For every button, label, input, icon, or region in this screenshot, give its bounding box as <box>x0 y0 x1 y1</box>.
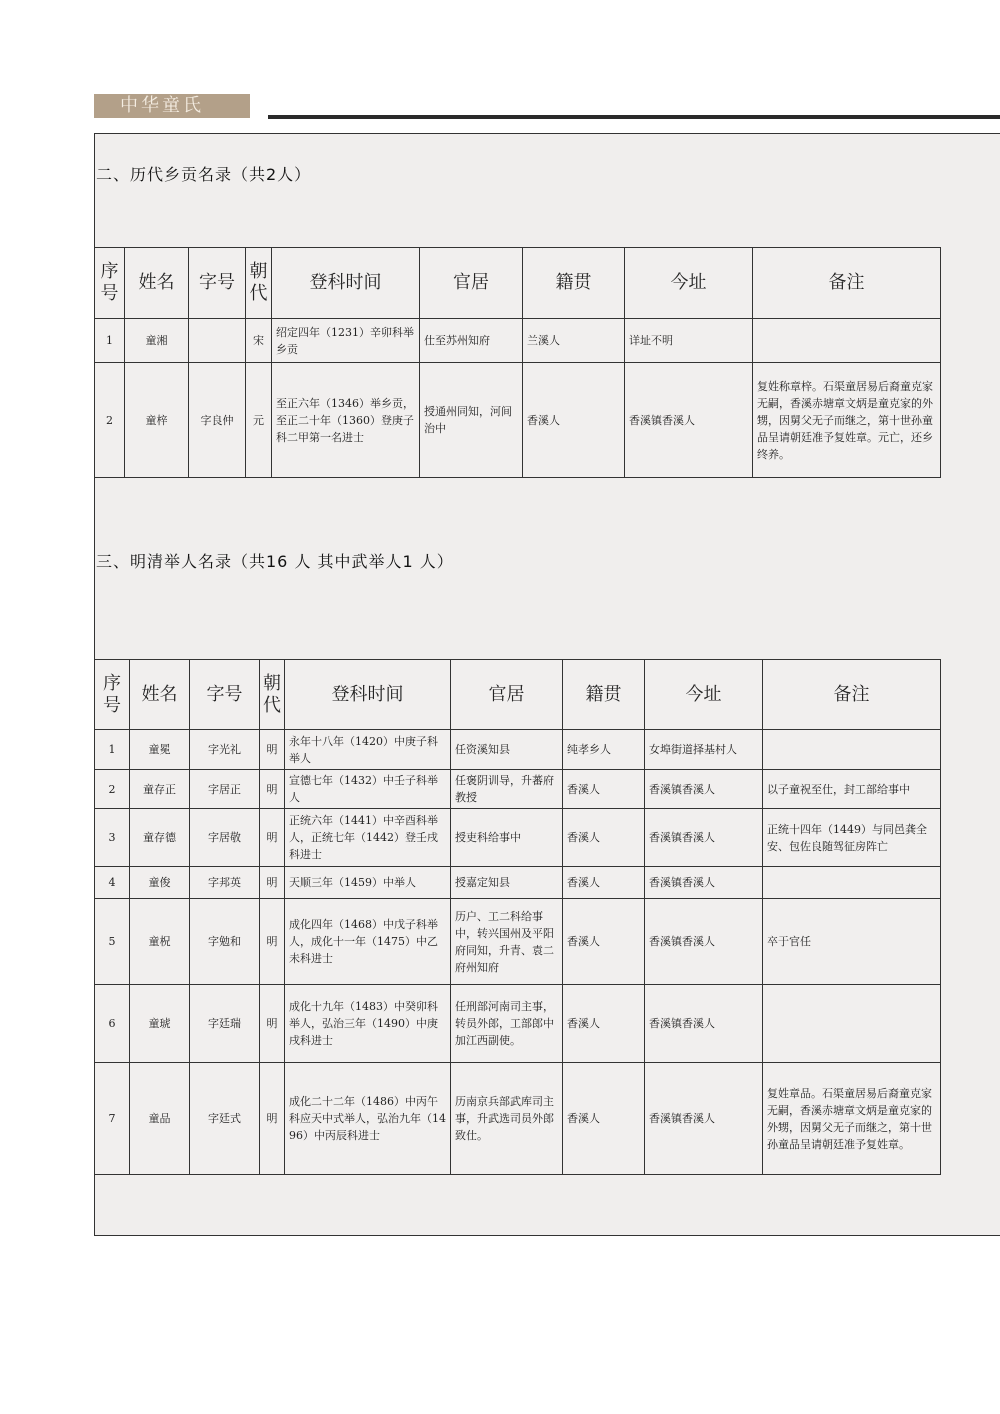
cell-name: 童存德 <box>130 809 190 867</box>
cell-courtesy: 字勉和 <box>190 899 260 985</box>
cell-exam-time: 宣德七年（1432）中壬子科举人 <box>285 770 451 809</box>
cell-origin: 香溪人 <box>563 809 645 867</box>
col-header-index: 序号 <box>95 660 130 730</box>
cell-name: 童存正 <box>130 770 190 809</box>
table-header-row <box>95 248 941 319</box>
cell-current-address: 详址不明 <box>625 319 753 363</box>
cell-courtesy: 字廷瑞 <box>190 985 260 1063</box>
col-header-current-address: 今址 <box>645 660 763 730</box>
table-row <box>95 985 941 1063</box>
cell-origin: 香溪人 <box>523 363 625 478</box>
publication-banner: 中华童氏 <box>94 94 250 118</box>
cell-name: 童俊 <box>130 867 190 899</box>
table-row <box>95 899 941 985</box>
col-header-courtesy: 字号 <box>190 660 260 730</box>
cell-index: 3 <box>95 809 130 867</box>
cell-index: 4 <box>95 867 130 899</box>
cell-office: 仕至苏州知府 <box>420 319 523 363</box>
cell-courtesy: 字居正 <box>190 770 260 809</box>
col-header-office: 官居 <box>420 248 523 319</box>
cell-exam-time: 天顺三年（1459）中举人 <box>285 867 451 899</box>
table-row <box>95 730 941 770</box>
cell-name: 童湘 <box>125 319 189 363</box>
cell-office: 任资溪知县 <box>451 730 563 770</box>
cell-current-address: 香溪镇香溪人 <box>645 985 763 1063</box>
cell-dynasty: 明 <box>260 1063 285 1175</box>
cell-index: 6 <box>95 985 130 1063</box>
col-header-index: 序号 <box>95 248 125 319</box>
cell-exam-time: 成化二十二年（1486）中丙午科应天中式举人，弘治九年（1496）中丙辰科进士 <box>285 1063 451 1175</box>
cell-name: 童品 <box>130 1063 190 1175</box>
cell-dynasty: 元 <box>246 363 272 478</box>
table-row <box>95 770 941 809</box>
cell-dynasty: 明 <box>260 899 285 985</box>
col-header-name: 姓名 <box>130 660 190 730</box>
col-header-dynasty: 朝代 <box>260 660 285 730</box>
cell-remarks: 复姓称章梓。石渠童居易后裔童克家无嗣，香溪赤塘章文炳是童克家的外甥，因舅父无子而继之，第十世孙童品呈请朝廷准予复姓章。元亡，还乡终养。 <box>753 363 941 478</box>
table-row <box>95 867 941 899</box>
section1-title: 二、历代乡贡名录（共2人） <box>96 165 312 184</box>
cell-current-address: 香溪镇香溪人 <box>645 809 763 867</box>
cell-courtesy <box>189 319 246 363</box>
cell-index: 1 <box>95 730 130 770</box>
cell-courtesy: 字光礼 <box>190 730 260 770</box>
cell-origin: 香溪人 <box>563 867 645 899</box>
cell-current-address: 香溪镇香溪人 <box>645 899 763 985</box>
col-header-origin: 籍贯 <box>563 660 645 730</box>
cell-origin: 兰溪人 <box>523 319 625 363</box>
table-row <box>95 1063 941 1175</box>
cell-remarks: 以子童祝至仕，封工部给事中 <box>763 770 941 809</box>
cell-office: 授通州同知，河间治中 <box>420 363 523 478</box>
cell-office: 授嘉定知县 <box>451 867 563 899</box>
cell-exam-time: 绍定四年（1231）辛卯科举乡贡 <box>272 319 420 363</box>
cell-origin: 香溪人 <box>563 899 645 985</box>
header-rule <box>268 115 1000 119</box>
cell-current-address: 女埠街道择基村人 <box>645 730 763 770</box>
table-row <box>95 809 941 867</box>
cell-dynasty: 宋 <box>246 319 272 363</box>
cell-courtesy: 字居敬 <box>190 809 260 867</box>
cell-current-address: 香溪镇香溪人 <box>645 867 763 899</box>
table-header-row <box>95 660 941 730</box>
cell-remarks <box>763 730 941 770</box>
col-header-office: 官居 <box>451 660 563 730</box>
cell-remarks <box>753 319 941 363</box>
cell-current-address: 香溪镇香溪人 <box>645 770 763 809</box>
cell-name: 童梓 <box>125 363 189 478</box>
cell-exam-time: 至正六年（1346）举乡贡，至正二十年（1360）登庚子科二甲第一名进士 <box>272 363 420 478</box>
col-header-name: 姓名 <box>125 248 189 319</box>
cell-courtesy: 字廷式 <box>190 1063 260 1175</box>
cell-index: 7 <box>95 1063 130 1175</box>
col-header-remarks: 备注 <box>753 248 941 319</box>
cell-exam-time: 正统六年（1441）中辛酉科举人，正统七年（1442）登壬戌科进士 <box>285 809 451 867</box>
cell-remarks: 正统十四年（1449）与同邑龚全安、包佐良随驾征房阵亡 <box>763 809 941 867</box>
cell-dynasty: 明 <box>260 985 285 1063</box>
cell-origin: 香溪人 <box>563 1063 645 1175</box>
cell-exam-time: 成化十九年（1483）中癸卯科举人，弘治三年（1490）中庚戌科进士 <box>285 985 451 1063</box>
ming-qing-juren-table <box>94 659 941 1175</box>
col-header-courtesy: 字号 <box>189 248 246 319</box>
cell-remarks: 卒于官任 <box>763 899 941 985</box>
cell-origin: 香溪人 <box>563 985 645 1063</box>
col-header-exam-time: 登科时间 <box>285 660 451 730</box>
cell-dynasty: 明 <box>260 867 285 899</box>
section2-title: 三、明清举人名录（共16 人 其中武举人1 人） <box>96 552 454 571</box>
cell-dynasty: 明 <box>260 770 285 809</box>
cell-current-address: 香溪镇香溪人 <box>645 1063 763 1175</box>
cell-index: 2 <box>95 363 125 478</box>
cell-remarks: 复姓章品。石渠童居易后裔童克家无嗣，香溪赤塘章文炳是童克家的外甥，因舅父无子而继之，第十世孙童品呈请朝廷准予复姓章。 <box>763 1063 941 1175</box>
cell-office: 授吏科给事中 <box>451 809 563 867</box>
cell-office: 历户、工二科给事中，转兴国州及平阳府同知，升青、袁二府州知府 <box>451 899 563 985</box>
col-header-dynasty: 朝代 <box>246 248 272 319</box>
cell-index: 5 <box>95 899 130 985</box>
cell-index: 2 <box>95 770 130 809</box>
cell-name: 童冕 <box>130 730 190 770</box>
cell-courtesy: 字邦英 <box>190 867 260 899</box>
cell-remarks <box>763 867 941 899</box>
cell-courtesy: 字良仲 <box>189 363 246 478</box>
cell-exam-time: 永年十八年（1420）中庚子科举人 <box>285 730 451 770</box>
table-row <box>95 363 941 478</box>
cell-dynasty: 明 <box>260 730 285 770</box>
table-row <box>95 319 941 363</box>
cell-dynasty: 明 <box>260 809 285 867</box>
cell-origin: 纯孝乡人 <box>563 730 645 770</box>
cell-office: 任刑部河南司主事，转员外郎，工部郎中加江西副使。 <box>451 985 563 1063</box>
col-header-remarks: 备注 <box>763 660 941 730</box>
cell-current-address: 香溪镇香溪人 <box>625 363 753 478</box>
cell-office: 任褒阴训导，升蕃府教授 <box>451 770 563 809</box>
col-header-exam-time: 登科时间 <box>272 248 420 319</box>
cell-origin: 香溪人 <box>563 770 645 809</box>
col-header-current-address: 今址 <box>625 248 753 319</box>
cell-exam-time: 成化四年（1468）中戊子科举人，成化十一年（1475）中乙未科进士 <box>285 899 451 985</box>
cell-index: 1 <box>95 319 125 363</box>
cell-name: 童琥 <box>130 985 190 1063</box>
cell-remarks <box>763 985 941 1063</box>
cell-name: 童柷 <box>130 899 190 985</box>
col-header-origin: 籍贯 <box>523 248 625 319</box>
tribute-scholars-table <box>94 247 941 478</box>
cell-office: 历南京兵部武库司主事，升武选司员外郎致仕。 <box>451 1063 563 1175</box>
